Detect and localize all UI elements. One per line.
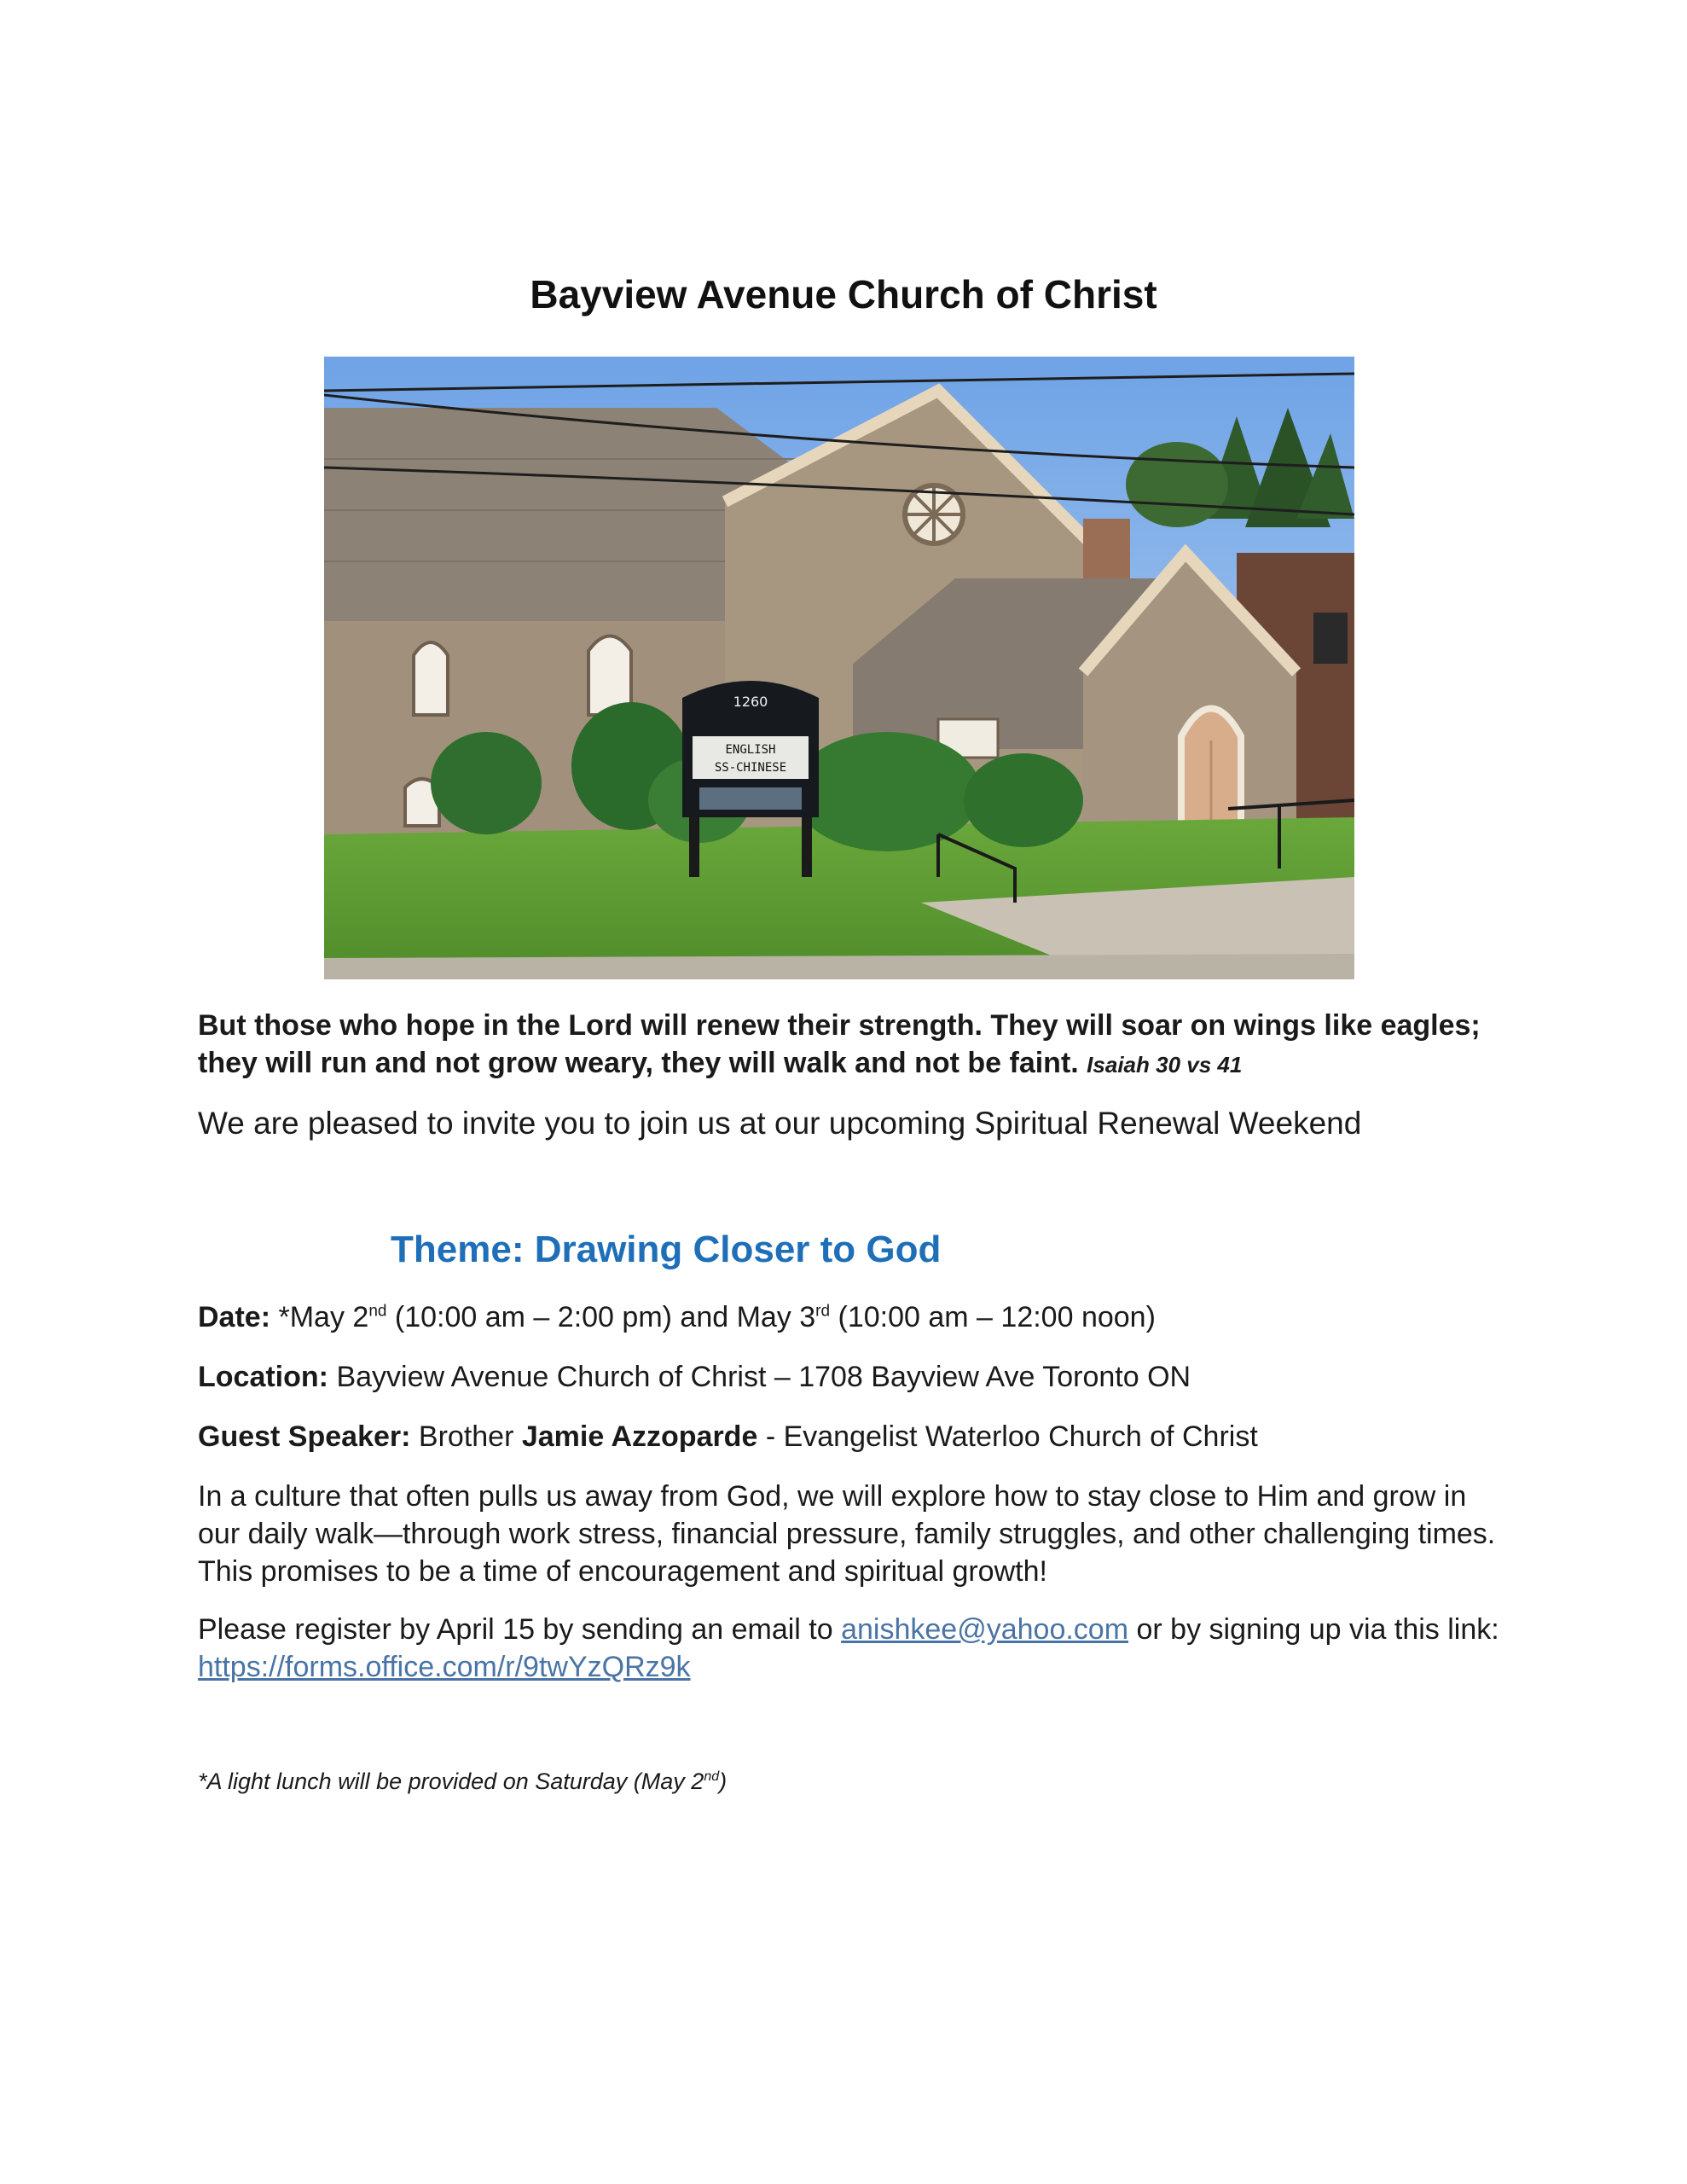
- registration-form-link[interactable]: https://forms.office.com/r/9twYzQRz9k: [198, 1651, 691, 1683]
- location-value: Bayview Avenue Church of Christ – 1708 Bayview Ave Toronto ON: [336, 1361, 1191, 1393]
- invitation-text: We are pleased to invite you to join us at our upcoming Spiritual Renewal Weekend: [198, 1106, 1362, 1141]
- location-label: Location:: [198, 1361, 328, 1393]
- flyer-title: Bayview Avenue Church of Christ: [530, 272, 1157, 317]
- event-description: In a culture that often pulls us away from God, we will explore how to stay close to Him and grow in our daily walk—through work stress, financial pressure, family struggles, and other challenging times. This promises to be a time of encouragement and spiritual growth!: [198, 1480, 1496, 1588]
- event-date: [198, 1298, 1503, 1336]
- date-part-1: *May 2: [278, 1301, 369, 1333]
- bible-verse: [198, 1007, 1503, 1083]
- verse-citation: Isaiah 30 vs 41: [1087, 1052, 1243, 1077]
- sign-number: 1260: [733, 694, 768, 710]
- footnote-sup: nd: [704, 1769, 720, 1784]
- guest-speaker: [198, 1418, 1503, 1455]
- sign-line-2: SS-CHINESE: [714, 761, 787, 775]
- church-photo: [324, 357, 1354, 979]
- sign-line-1: ENGLISH: [725, 743, 776, 757]
- event-theme: Theme: Drawing Closer to God: [391, 1228, 942, 1270]
- date-sup-2: rd: [815, 1302, 831, 1321]
- verse-text: But those who hope in the Lord will renew their strength. They will soar on wings like eagles; they will run and not grow weary, they will walk and not be faint.: [198, 1009, 1481, 1079]
- speaker-prefix: Brother: [418, 1420, 514, 1453]
- speaker-name: Jamie Azzoparde: [521, 1420, 758, 1453]
- footnote-close: ): [719, 1769, 728, 1794]
- email-link[interactable]: anishkee@yahoo.com: [841, 1613, 1129, 1646]
- register-text-1: Please register by April 15 by sending an email to: [198, 1613, 833, 1646]
- register-text-2: or by signing up via this link:: [1136, 1613, 1499, 1646]
- speaker-suffix: - Evangelist Waterloo Church of Christ: [765, 1420, 1258, 1453]
- date-part-3: (10:00 am – 12:00 noon): [830, 1301, 1156, 1333]
- date-sup-1: nd: [368, 1302, 387, 1321]
- date-label: Date:: [198, 1301, 271, 1333]
- registration-info: [198, 1611, 1503, 1686]
- speaker-label: Guest Speaker:: [198, 1420, 411, 1453]
- date-part-2: (10:00 am – 2:00 pm) and May 3: [386, 1301, 816, 1333]
- event-location: [198, 1358, 1503, 1396]
- footnote-text: *A light lunch will be provided on Saturday (May 2: [198, 1769, 704, 1794]
- lunch-footnote: [198, 1766, 1503, 1797]
